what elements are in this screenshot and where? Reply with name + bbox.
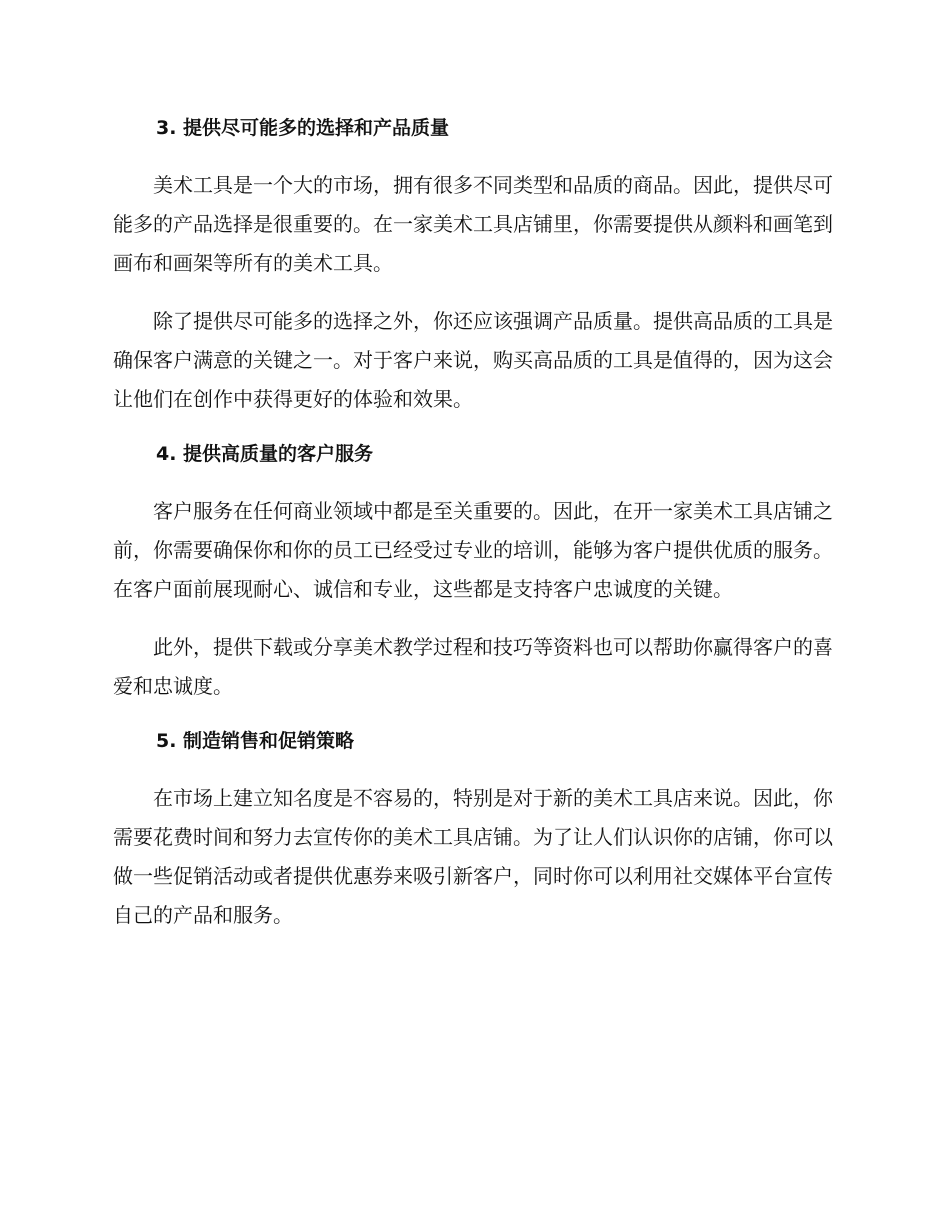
section-4 xyxy=(113,438,833,706)
paragraph: 此外，提供下载或分享美术教学过程和技巧等资料也可以帮助你赢得客户的喜爱和忠诚度。 xyxy=(113,635,833,698)
section-3 xyxy=(113,112,833,419)
section-heading: 4. 提供高质量的客户服务 xyxy=(156,443,374,465)
section-heading: 5. 制造销售和促销策略 xyxy=(156,730,355,752)
document-body xyxy=(113,112,833,954)
paragraph: 美术工具是一个大的市场，拥有很多不同类型和品质的商品。因此，提供尽可能多的产品选择是很重要的。在一家美术工具店铺里，你需要提供从颜料和画笔到画布和画架等所有的美术工具。 xyxy=(113,173,833,275)
section-heading: 3. 提供尽可能多的选择和产品质量 xyxy=(156,117,450,139)
paragraph: 除了提供尽可能多的选择之外，你还应该强调产品质量。提供高品质的工具是确保客户满意的关键之一。对于客户来说，购买高品质的工具是值得的，因为这会让他们在创作中获得更好的体验和效果。 xyxy=(113,309,833,411)
paragraph: 客户服务在任何商业领域中都是至关重要的。因此，在开一家美术工具店铺之前，你需要确保你和你的员工已经受过专业的培训，能够为客户提供优质的服务。在客户面前展现耐心、诚信和专业，这些都是支持客户忠诚度的关键。 xyxy=(113,499,833,601)
section-5 xyxy=(113,725,833,935)
paragraph: 在市场上建立知名度是不容易的，特别是对于新的美术工具店来说。因此，你需要花费时间和努力去宣传你的美术工具店铺。为了让人们认识你的店铺，你可以做一些促销活动或者提供优惠券来吸引新客户，同时你可以利用社交媒体平台宣传自己的产品和服务。 xyxy=(113,786,833,927)
